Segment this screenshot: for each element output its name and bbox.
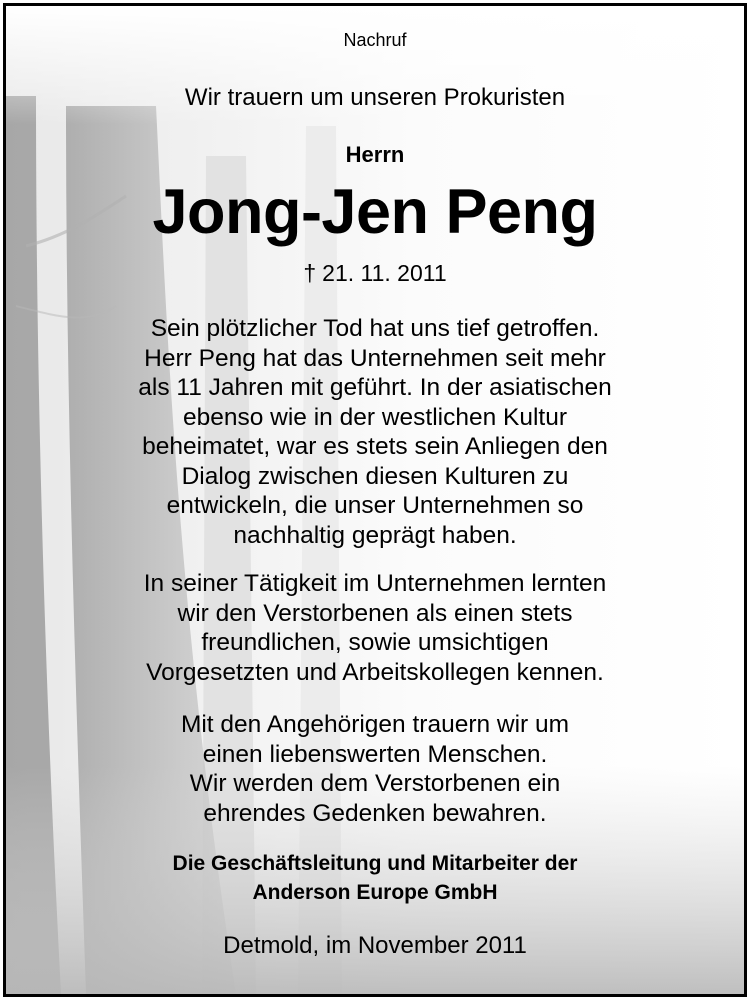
- paragraph-condolence: [6, 710, 744, 828]
- text-line: ehrendes Gedenken bewahren.: [203, 799, 547, 827]
- text-line: als 11 Jahren mit geführt. In der asiatischen: [138, 374, 612, 401]
- signature: [6, 849, 744, 907]
- deceased-name: Jong-Jen Peng: [152, 177, 598, 247]
- salutation: Herrn: [345, 142, 405, 167]
- text-line: Dialog zwischen diesen Kulturen zu: [181, 462, 569, 490]
- signature-line: Die Geschäftsleitung und Mitarbeiter der: [172, 852, 578, 875]
- paragraph-character: [6, 569, 744, 687]
- text-line: einen liebenswerten Menschen.: [202, 740, 548, 768]
- text-line: freundlichen, sowie umsichtigen: [201, 629, 549, 656]
- text-line: beheimatet, war es stets sein Anliegen den: [142, 433, 608, 460]
- text-line: wir den Verstorbenen als einen stets: [177, 599, 573, 627]
- text-line: In seiner Tätigkeit im Unternehmen lernten: [143, 570, 607, 597]
- text-line: nachhaltig geprägt haben.: [233, 521, 517, 549]
- text-line: Mit den Angehörigen trauern wir um: [180, 711, 570, 738]
- company-name: Anderson Europe GmbH: [252, 881, 498, 904]
- text-line: Wir werden dem Verstorbenen ein: [189, 770, 561, 797]
- death-date-line: [6, 260, 744, 287]
- notice-label: Nachruf: [343, 30, 407, 50]
- paragraph-tribute: [6, 314, 744, 550]
- dagger-symbol: †: [303, 260, 317, 286]
- text-line: entwickeln, die unser Unternehmen so: [166, 492, 584, 519]
- text-line: Vorgesetzten und Arbeitskollegen kennen.: [146, 658, 604, 686]
- obituary-notice: [3, 3, 747, 997]
- text-line: Herr Peng hat das Unternehmen seit mehr: [144, 344, 606, 372]
- intro-line: Wir trauern um unseren Prokuristen: [184, 84, 566, 111]
- death-date: 21. 11. 2011: [322, 260, 447, 286]
- text-line: Sein plötzlicher Tod hat uns tief getroffen.: [150, 315, 600, 342]
- place-and-date: Detmold, im November 2011: [223, 932, 527, 959]
- text-line: ebenso wie in der westlichen Kultur: [182, 403, 568, 431]
